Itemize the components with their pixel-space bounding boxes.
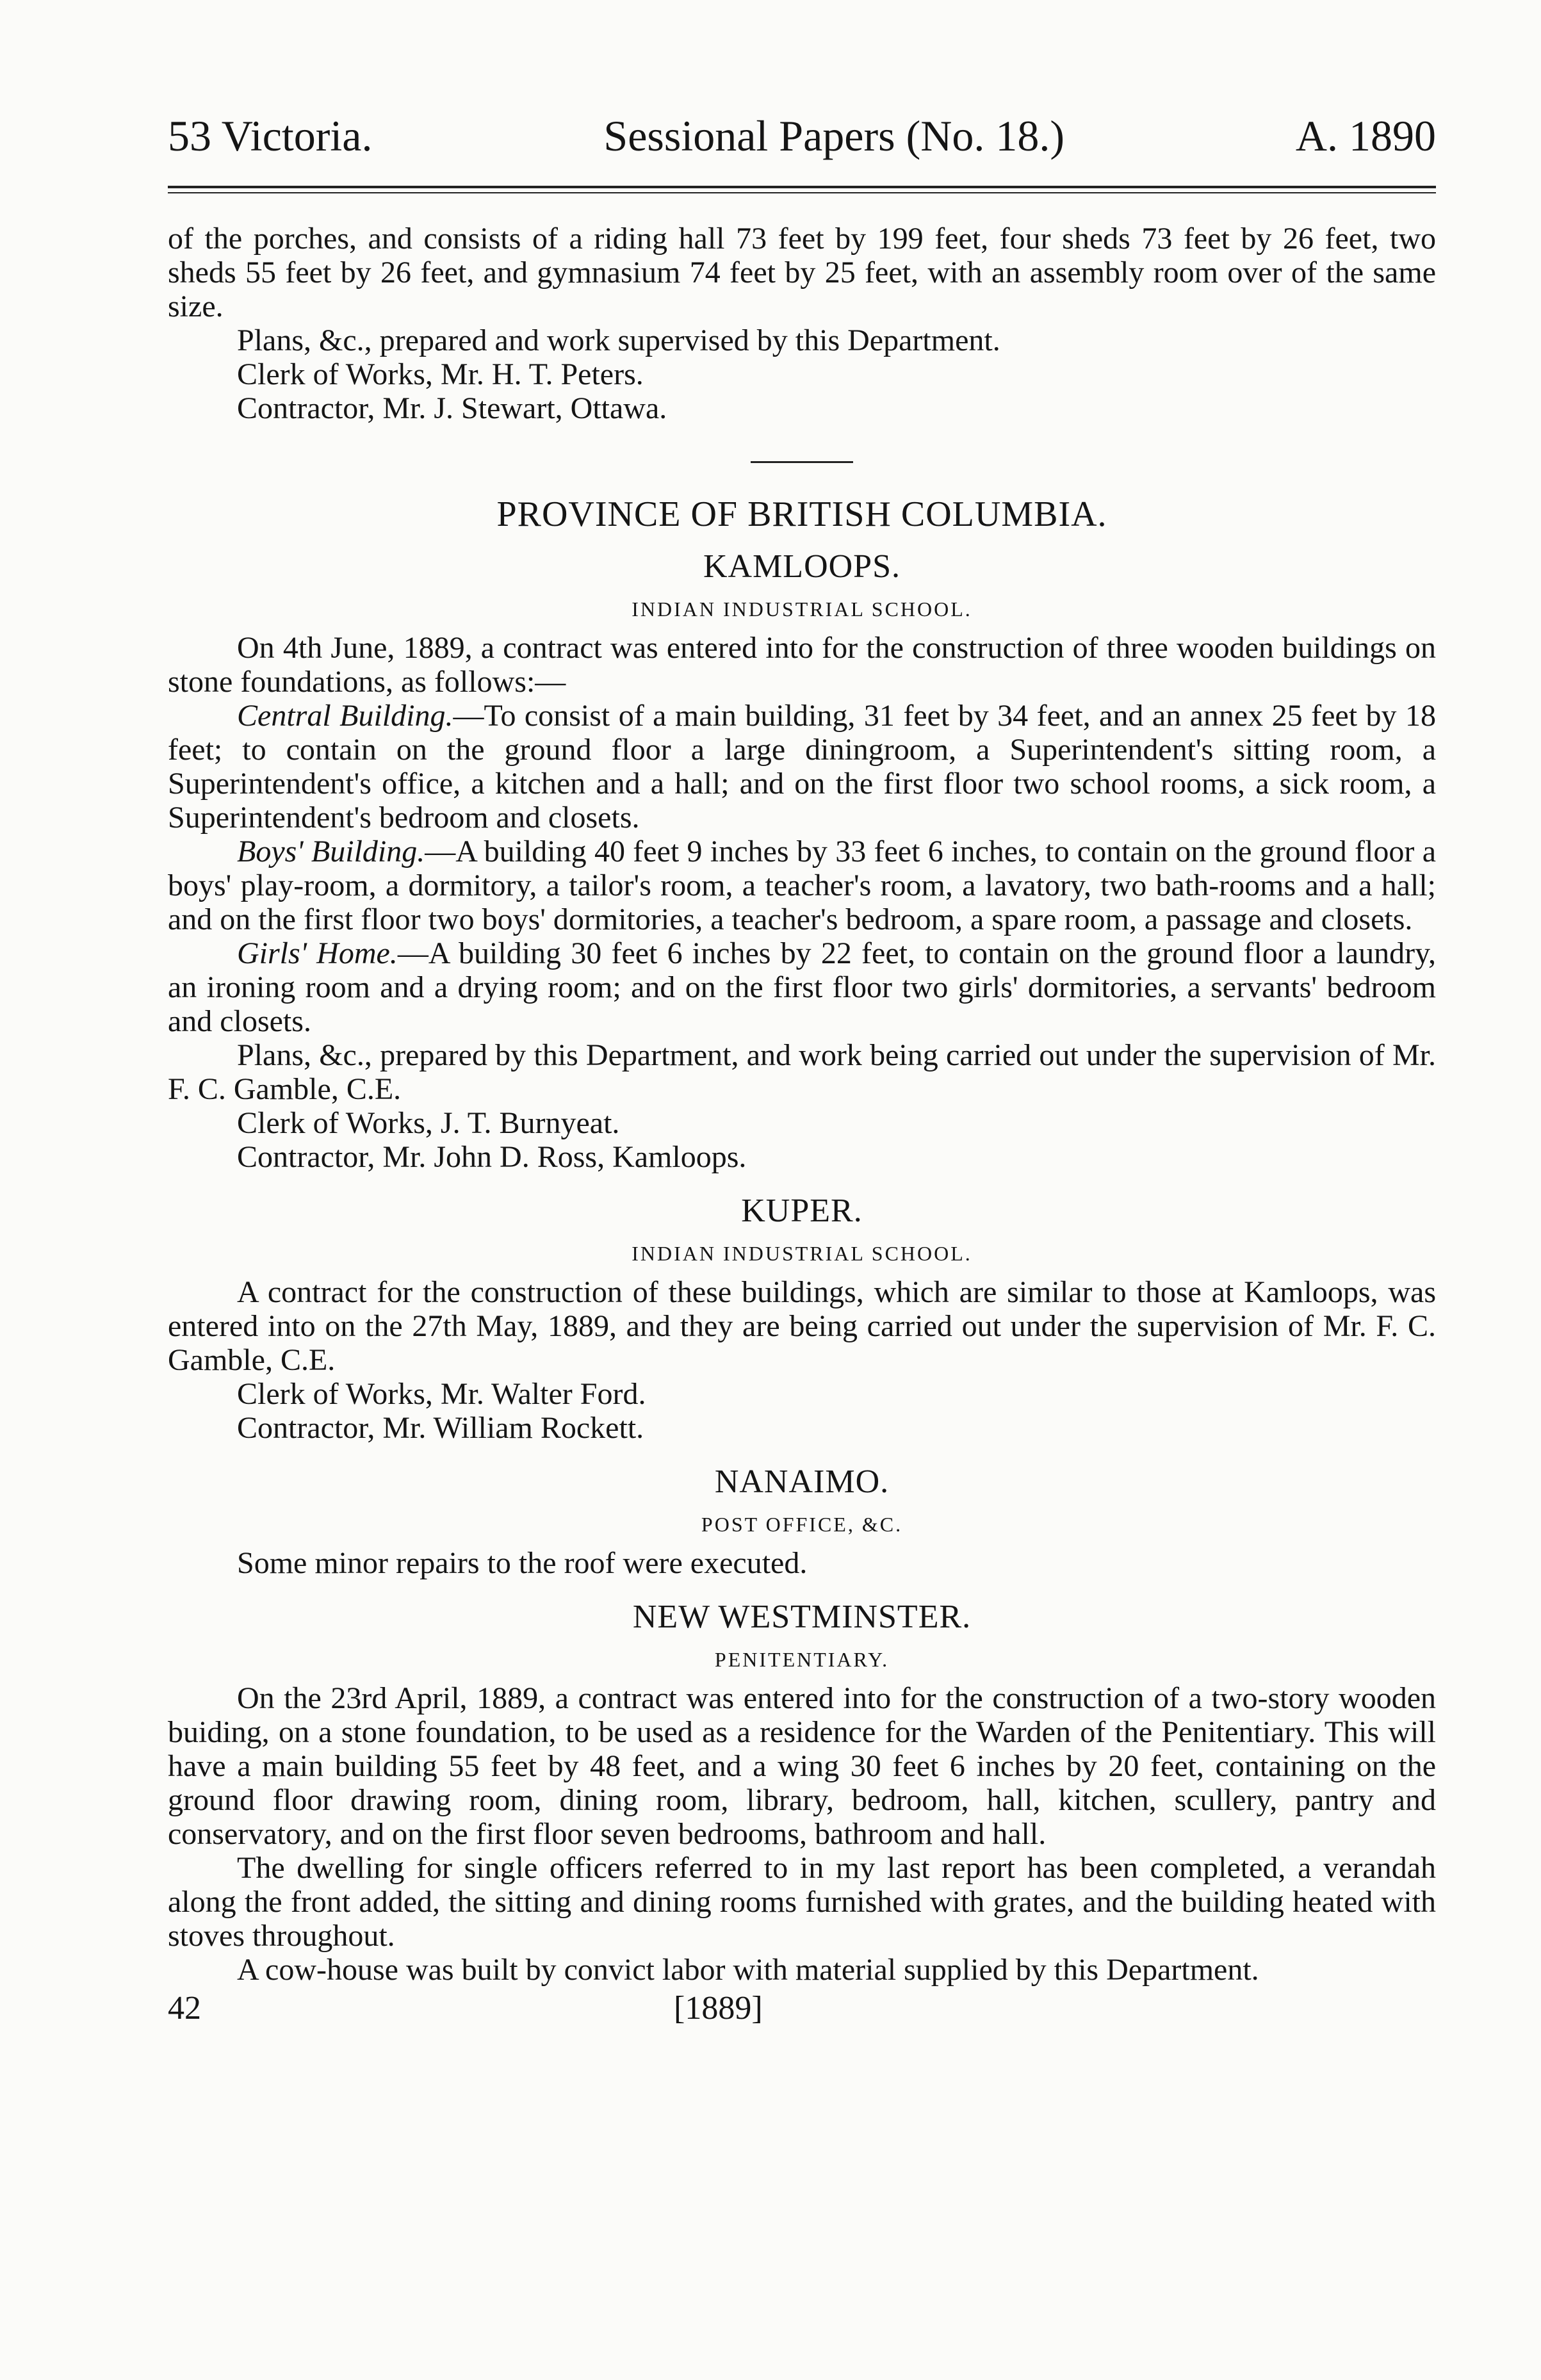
kamloops-central-building xyxy=(168,699,1436,835)
section-divider xyxy=(751,461,853,463)
kamloops-contractor: Contractor, Mr. John D. Ross, Kamloops. xyxy=(237,1140,747,1174)
nanaimo-heading: NANAIMO. xyxy=(714,1463,890,1500)
kamloops-plans: Plans, &c., prepared by this Department, and work being carried out under the supervision of Mr. F. C. Gamble, C.E. xyxy=(168,1038,1436,1106)
running-header xyxy=(168,109,1436,186)
header-session: 53 Victoria. xyxy=(168,111,373,160)
intro-clerk: Clerk of Works, Mr. H. T. Peters. xyxy=(237,357,644,391)
boys-building-text: —A building 40 feet 9 inches by 33 feet 6 inches, to contain on the ground floor a boys' play-room, a dormitory, a tailor's room, a teacher's room, a lavatory, two bath-rooms and a hall; and on the first floor two boys' dormitories, a teacher's bedroom, a spare room, a passage and closets. xyxy=(168,835,1437,936)
header-year: A. 1890 xyxy=(1295,111,1436,160)
new-westminster-paragraph-2: The dwelling for single officers referred to in my last report has been completed, a verandah along the front added, the sitting and dining rooms furnished with grates, and the building heated with stoves throughout. xyxy=(168,1851,1436,1953)
section-gap xyxy=(168,1580,1436,1598)
boys-building-label: Boys' Building. xyxy=(237,835,425,868)
page-footer xyxy=(168,1989,1436,2028)
nanaimo-text: Some minor repairs to the roof were executed. xyxy=(237,1546,808,1580)
intro-contractor: Contractor, Mr. J. Stewart, Ottawa. xyxy=(237,391,667,425)
girls-home-label: Girls' Home. xyxy=(237,936,398,970)
kuper-text: A contract for the construction of these buildings, which are similar to those at Kamloops, was entered into on the 27th May, 1889, and they are being carried out under the supervision of Mr. F. C. Gamble, C.E. xyxy=(168,1275,1436,1377)
central-building-text: —To consist of a main building, 31 feet by 34 feet, and an annex 25 feet by 18 feet; to contain on the ground floor a large diningroom, a Superintendent's sitting room, a Superintendent's office, a kitchen and a hall; and on the first floor two school rooms, a sick room, a Superintendent's bedroom and closets. xyxy=(168,699,1436,835)
girls-home-text: —A building 30 feet 6 inches by 22 feet, to contain on the ground floor a laundry, an ironing room and a drying room; and on the first floor two girls' dormitories, a servants' bedroom and closets. xyxy=(168,936,1437,1038)
province-heading: PROVINCE OF BRITISH COLUMBIA. xyxy=(496,494,1107,534)
kuper-clerk: Clerk of Works, Mr. Walter Ford. xyxy=(237,1377,646,1411)
header-title: Sessional Papers (No. 18.) xyxy=(603,111,1064,160)
footer-year: [1889] xyxy=(674,1990,763,2026)
kamloops-boys-building xyxy=(168,835,1436,936)
nanaimo-subheading: POST OFFICE, &C. xyxy=(701,1513,903,1536)
kamloops-girls-home xyxy=(168,936,1436,1038)
kuper-heading: KUPER. xyxy=(741,1193,863,1229)
new-westminster-heading: NEW WESTMINSTER. xyxy=(632,1599,972,1635)
kuper-subheading: INDIAN INDUSTRIAL SCHOOL. xyxy=(632,1242,972,1265)
intro-plans: Plans, &c., prepared and work supervised by this Department. xyxy=(237,323,1000,357)
kuper-contractor: Contractor, Mr. William Rockett. xyxy=(237,1411,644,1445)
section-gap xyxy=(168,1174,1436,1192)
new-westminster-subheading: PENITENTIARY. xyxy=(714,1648,890,1671)
kamloops-intro: On 4th June, 1889, a contract was entered into for the construction of three wooden buildings on stone foundations, as follows:— xyxy=(168,631,1436,699)
new-westminster-paragraph-3: A cow-house was built by convict labor with material supplied by this Department. xyxy=(237,1953,1259,1987)
intro-paragraph: of the porches, and consists of a riding hall 73 feet by 199 feet, four sheds 73 feet by 26 feet, two sheds 55 feet by 26 feet, and gymnasium 74 feet by 25 feet, with an assembly room over of the same size. xyxy=(168,222,1436,323)
section-gap xyxy=(168,1445,1436,1463)
document-page xyxy=(168,109,1436,2028)
page-number: 42 xyxy=(168,1990,201,2026)
kamloops-clerk: Clerk of Works, J. T. Burnyeat. xyxy=(237,1106,620,1140)
header-rule xyxy=(168,186,1436,193)
new-westminster-paragraph-1: On the 23rd April, 1889, a contract was entered into for the construction of a two-story wooden buiding, on a stone foundation, to be used as a residence for the Warden of the Penitentiary. This will have a main building 55 feet by 48 feet, and a wing 30 feet 6 inches by 20 feet, containing on the ground floor drawing room, dining room, library, bedroom, hall, kitchen, scullery, pantry and conservatory, and on the first floor seven bedrooms, bathroom and hall. xyxy=(168,1681,1436,1851)
kamloops-heading: KAMLOOPS. xyxy=(703,548,901,585)
kamloops-subheading: INDIAN INDUSTRIAL SCHOOL. xyxy=(632,598,972,621)
central-building-label: Central Building. xyxy=(237,699,453,733)
